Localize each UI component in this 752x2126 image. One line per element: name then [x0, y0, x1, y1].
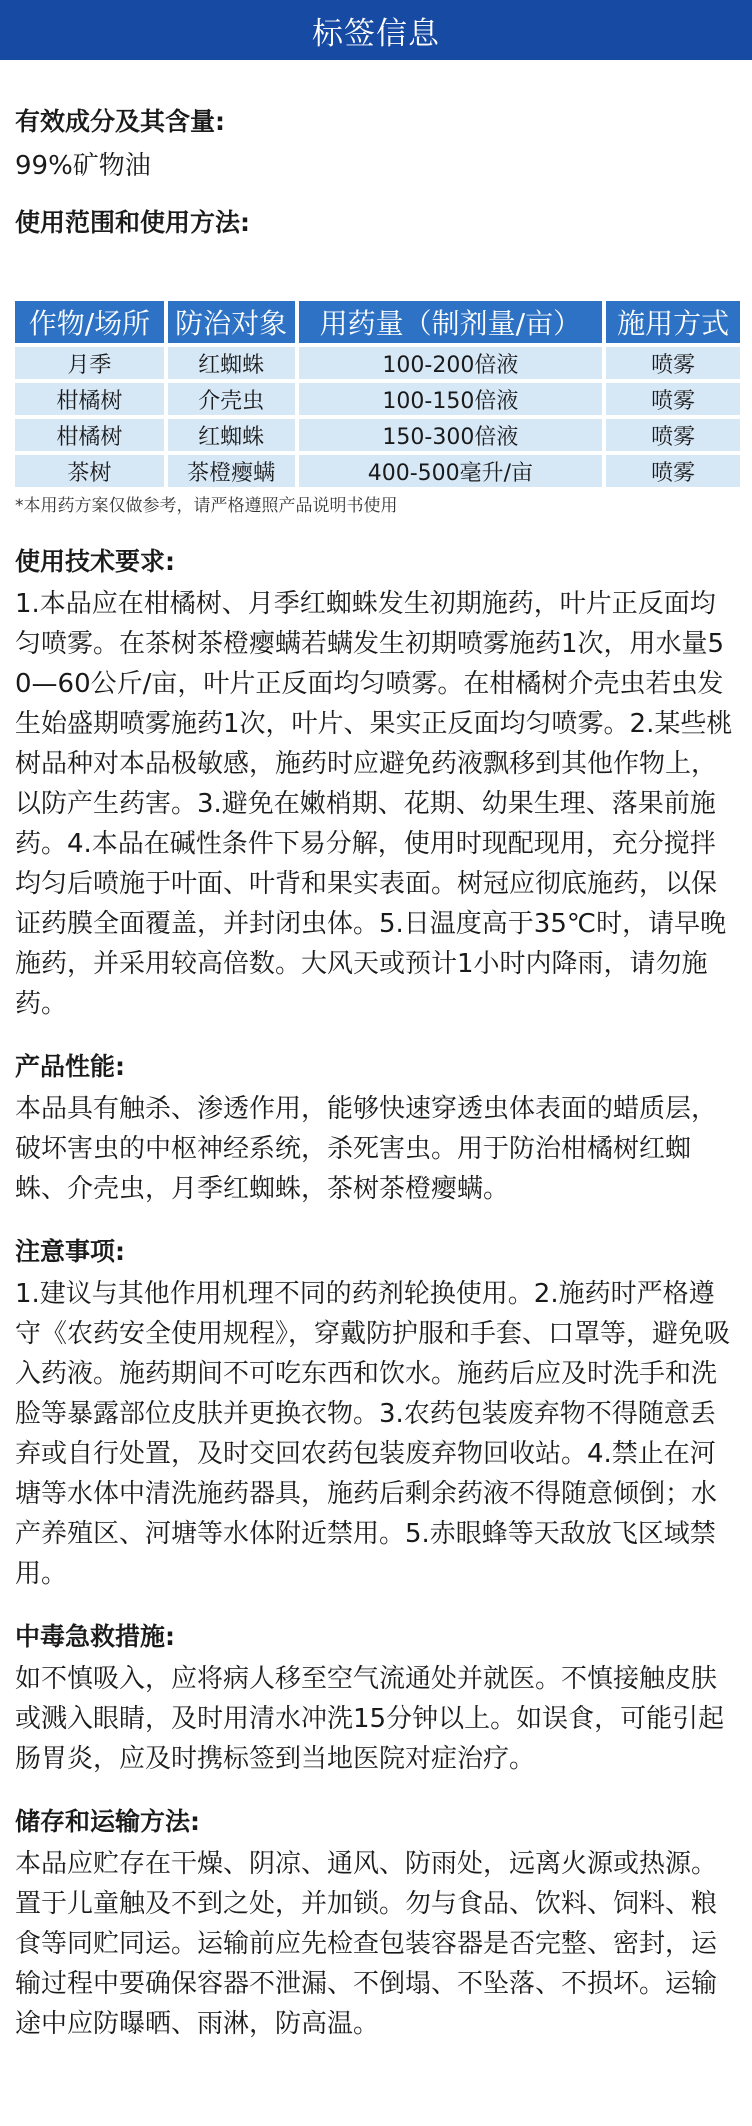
ingredients-value: 99%矿物油 [15, 151, 151, 181]
label-content [15, 98, 740, 2044]
storage-title: 储存和运输方法: [15, 1807, 200, 1836]
usage-title: 使用范围和使用方法: [15, 208, 250, 237]
label-info-header [0, 0, 752, 60]
column-header-method: 施用方式 [606, 301, 740, 343]
table-cell-method: 喷雾 [606, 347, 740, 379]
technical-text: 1.本品应在柑橘树、月季红蜘蛛发生初期施药，叶片正反面均匀喷雾。在茶树茶橙瘿螨若螨发生初期喷雾施药1次，用水量50—60公斤/亩，叶片正反面均匀喷雾。在柑橘树介壳虫若虫发生始盛期喷雾施药1次，叶片、果实正反面均匀喷雾。2.某些桃树品种对本品极敏感，施药时应避免药液飘移到其他作物上，以防产生药害。3.避免在嫩梢期、花期、幼果生理、落果前施药。4.本品在碱性条件下易分解，使用时现配现用，充分搅拌均匀后喷施于叶面、叶背和果实表面。树冠应彻底施药，以保证药膜全面覆盖，并封闭虫体。5.日温度高于35℃时，请早晚施药，并采用较高倍数。大风天或预计1小时内降雨，请勿施药。 [15, 589, 733, 1019]
header-title: 标签信息 [312, 15, 440, 52]
storage-section [15, 1803, 740, 2044]
table-row [15, 383, 740, 415]
dosage-table [11, 297, 744, 491]
table-cell-crop: 柑橘树 [15, 419, 164, 451]
storage-text: 本品应贮存在干燥、阴凉、通风、防雨处，远离火源或热源。置于儿童触及不到之处，并加锁。勿与食品、饮料、饲料、粮食等同贮同运。运输前应先检查包装容器是否完整、密封，运输过程中要确保容器不泄漏、不倒塌、不坠落、不损坏。运输途中应防曝晒、雨淋，防高温。 [15, 1849, 718, 2039]
ingredients-title: 有效成分及其含量: [15, 107, 225, 136]
firstaid-section [15, 1618, 740, 1779]
firstaid-title: 中毒急救措施: [15, 1622, 175, 1651]
table-cell-crop: 月季 [15, 347, 164, 379]
table-cell-crop: 柑橘树 [15, 383, 164, 415]
table-cell-method: 喷雾 [606, 455, 740, 487]
table-row [15, 347, 740, 379]
table-cell-dosage: 400-500毫升/亩 [299, 455, 603, 487]
dosage-table-header-row [15, 301, 740, 343]
table-cell-method: 喷雾 [606, 383, 740, 415]
table-cell-dosage: 100-150倍液 [299, 383, 603, 415]
precautions-section [15, 1233, 740, 1594]
technical-title: 使用技术要求: [15, 547, 175, 576]
table-cell-crop: 茶树 [15, 455, 164, 487]
column-header-dosage: 用药量（制剂量/亩） [299, 301, 603, 343]
precautions-text: 1.建议与其他作用机理不同的药剂轮换使用。2.施药时严格遵守《农药安全使用规程》，穿戴防护服和手套、口罩等，避免吸入药液。施药期间不可吃东西和饮水。施药后应及时洗手和洗脸等暴露部位皮肤并更换衣物。3.农药包装废弃物不得随意丢弃或自行处置，及时交回农药包装废弃物回收站。4.禁止在河塘等水体中清洗施药器具，施药后剩余药液不得随意倾倒；水产养殖区、河塘等水体附近禁用。5.赤眼蜂等天敌放飞区域禁用。 [15, 1279, 731, 1589]
column-header-crop: 作物/场所 [15, 301, 164, 343]
firstaid-text: 如不慎吸入，应将病人移至空气流通处并就医。不慎接触皮肤或溅入眼睛，及时用清水冲洗15分钟以上。如误食，可能引起肠胃炎，应及时携标签到当地医院对症治疗。 [15, 1664, 725, 1774]
precautions-title: 注意事项: [15, 1237, 125, 1266]
table-row [15, 419, 740, 451]
table-cell-target: 茶橙瘿螨 [168, 455, 295, 487]
usage-note: *本用药方案仅做参考，请严格遵照产品说明书使用 [15, 496, 398, 516]
table-row [15, 455, 740, 487]
performance-title: 产品性能: [15, 1052, 125, 1081]
table-cell-method: 喷雾 [606, 419, 740, 451]
column-header-target: 防治对象 [168, 301, 295, 343]
table-cell-dosage: 150-300倍液 [299, 419, 603, 451]
technical-section [15, 543, 740, 1024]
table-cell-dosage: 100-200倍液 [299, 347, 603, 379]
performance-text: 本品具有触杀、渗透作用，能够快速穿透虫体表面的蜡质层，破坏害虫的中枢神经系统，杀死害虫。用于防治柑橘树红蜘蛛、介壳虫，月季红蜘蛛，茶树茶橙瘿螨。 [15, 1094, 718, 1204]
table-cell-target: 红蜘蛛 [168, 347, 295, 379]
performance-section [15, 1048, 740, 1209]
table-cell-target: 红蜘蛛 [168, 419, 295, 451]
table-cell-target: 介壳虫 [168, 383, 295, 415]
